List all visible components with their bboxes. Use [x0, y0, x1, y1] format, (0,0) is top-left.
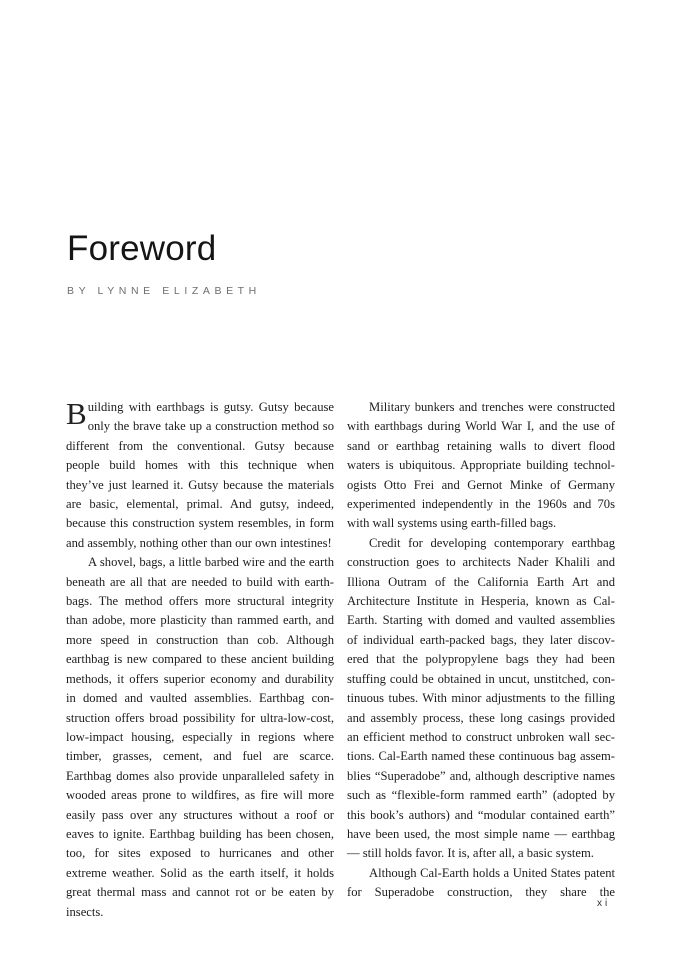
left-column [66, 398, 334, 922]
author-byline: BY LYNNE ELIZABETH [67, 285, 261, 297]
paragraph [66, 398, 334, 553]
drop-cap: B [66, 396, 87, 431]
page-title: Foreword [67, 229, 217, 268]
paragraph: Credit for developing contemporary earthbag construction goes to architects Nader Khalili and Illiona Outram of the California Earth Art and Architecture Institute in Hesperia, known as Cal-Earth. Starting with domed and vaulted assemblies of individual earth-packed bags, they later discovered that the polypropylene bags they had been stuffing could be obtained in uncut, unstitched, continuous tubes. With minor adjustments to the filling and assembly process, these long casings provided an efficient method to construct unbroken wall sections. Cal-Earth named these continuous bag assemblies “Superadobe” and, although descriptive names such as “flexible-form rammed earth” (adopted by this book’s authors) and “modular contained earth” have been used, the most simple name — earthbag — still holds favor. It is, after all, a basic system. [347, 535, 615, 861]
right-column [347, 398, 615, 903]
paragraph: A shovel, bags, a little barbed wire and the earth beneath are all that are needed to build with earthbags. The method offers more structural integrity than adobe, more plasticity than rammed earth, and more speed in construction than cob. Although earthbag is new compared to these ancient building methods, it offers superior economy and durability in domed and vaulted assemblies. Earthbag construction offers broad possibility for ultra-low-cost, low-impact housing, especially in regions where timber, grasses, cement, and fuel are scarce. Earthbag domes also provide unparalleled safety in wooded areas prone to wildfires, as fire will more easily pass over any structures without a roof or eaves to ignite. Earthbag building has been chosen, too, for sites exposed to hurricanes and other extreme weather. Solid as the earth itself, it holds great thermal mass and cannot rot or be eaten by insects. [66, 555, 334, 919]
paragraph: Military bunkers and trenches were constructed with earthbags during World War I, and the use of sand or earthbag retaining walls to divert flood waters is ubiquitous. Appropriate building technologists Otto Frei and Gernot Minke of Germany experimented independently in the 1960s and 70s with wall systems using earth-filled bags. [347, 400, 615, 531]
paragraph-text: uilding with earthbags is gutsy. Gutsy because only the brave take up a construction method so different from the conventional. Gutsy because people build homes with this technique when they’ve just learned it. Gutsy because the materials are basic, elemental, primal. And gutsy, indeed, because this construction system resembles, in form and assembly, nothing other than our own intestines! [66, 400, 334, 550]
paragraph: Although Cal-Earth holds a United States patent for Superadobe construction, they share the [347, 865, 615, 900]
page-number: xi [597, 898, 611, 909]
